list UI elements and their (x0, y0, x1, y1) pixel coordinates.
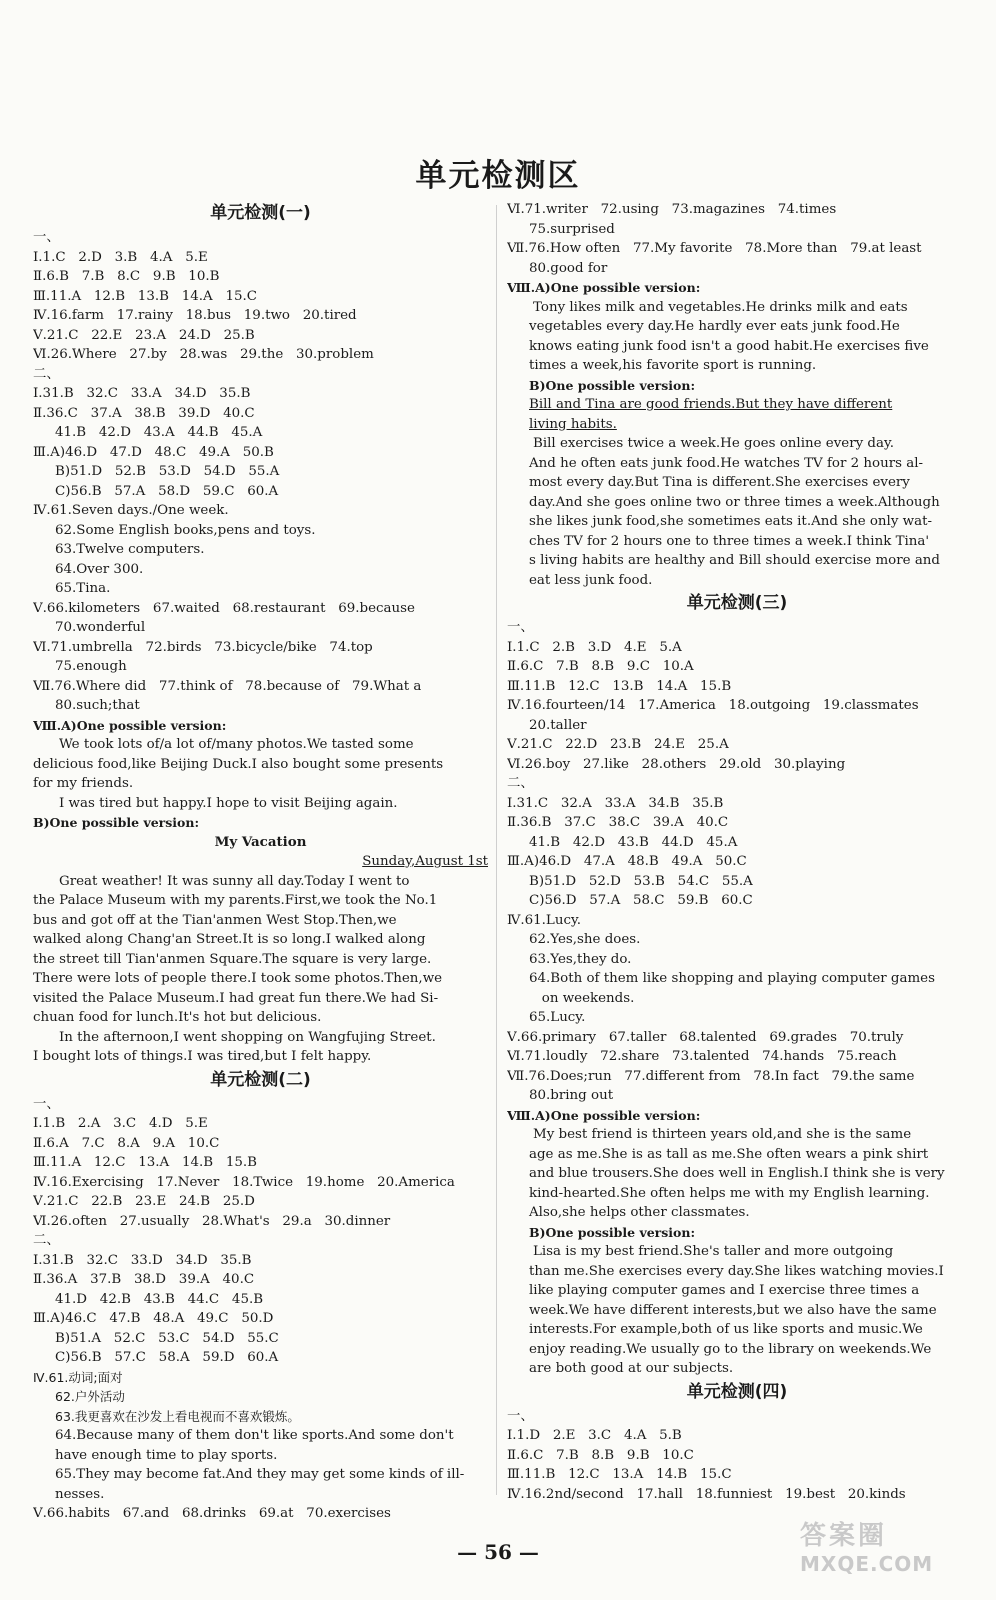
answer-line: 65.Tina. (55, 581, 111, 596)
answer-line: living habits. (529, 416, 617, 432)
answer-line: on weekends. (529, 990, 635, 1006)
answer-line: 80.good for (529, 260, 608, 276)
answer-line: Ⅲ.A)46.D 47.A 48.B 49.A 50.C (507, 854, 747, 869)
answer-line: Ⅱ.6.B 7.B 8.C 9.B 10.B (33, 269, 220, 284)
answer-line: eat less junk food. (529, 572, 653, 588)
answer-line: are both good at our subjects. (529, 1361, 734, 1376)
answer-line: than me.She exercises every day.She likes watching movies.I (529, 1263, 944, 1279)
answer-line: Ⅳ.16.fourteen/14 17.America 18.outgoing 19.classmates (507, 698, 919, 713)
answer-line: and blue trousers.She does well in English.I think she is very (529, 1166, 945, 1181)
answer-line: the street till Tian'anmen Square.The square is very large. (33, 951, 432, 967)
answer-line: chuan food for lunch.It's hot but delicious. (33, 1010, 322, 1025)
answer-line: 一、 (33, 1096, 60, 1112)
answer-line: Ⅴ.21.C 22.E 23.A 24.D 25.B (33, 327, 255, 343)
answer-line: 41.D 42.B 43.B 44.C 45.B (55, 1291, 264, 1307)
answer-line: 75.enough (55, 659, 127, 674)
answer-line: walked along Chang'an Street.It is so long.I walked along (33, 932, 426, 947)
answer-line: Lisa is my best friend.She's taller and more outgoing (533, 1244, 894, 1259)
answer-line: Tony likes milk and vegetables.He drinks milk and eats (533, 299, 908, 315)
answer-line: C)56.D 57.A 58.C 59.B 60.C (529, 893, 753, 908)
page-title: 单元检测区 (415, 158, 581, 194)
answer-line: week.We have different interests,but we also have the same (529, 1302, 937, 1318)
answer-line: Ⅰ.31.B 32.C 33.D 34.D 35.B (33, 1252, 252, 1268)
answer-line: Ⅲ.A)46.C 47.B 48.A 49.C 50.D (33, 1311, 274, 1326)
answer-line: Ⅶ.76.Where did 77.think of 78.because of 79.What a (33, 678, 422, 694)
answer-line: 64.Because many of them don't like sports.And some don't (55, 1428, 454, 1443)
answer-line: Ⅵ.71.loudly 72.share 73.talented 74.hands 75.reach (507, 1049, 897, 1064)
answer-line: Ⅰ.1.B 2.A 3.C 4.D 5.E (33, 1116, 208, 1131)
answer-line: Ⅲ.A)46.D 47.D 48.C 49.A 50.B (33, 444, 274, 460)
answer-line: I was tired but happy.I hope to visit Beijing again. (59, 795, 398, 811)
column-divider (496, 205, 497, 1495)
answer-line: 一、 (33, 230, 60, 245)
answer-line: Also,she helps other classmates. (529, 1205, 750, 1220)
answer-line: Ⅴ.21.C 22.D 23.B 24.E 25.A (507, 737, 729, 752)
answer-line: s living habits are healthy and Bill should exercise more and (529, 553, 941, 568)
answer-line: B)One possible version: (33, 815, 200, 830)
answer-line: Ⅱ.6.A 7.C 8.A 9.A 10.C (33, 1135, 220, 1151)
answer-line: 63.我更喜欢在沙发上看电视而不喜欢锻炼。 (55, 1408, 300, 1424)
answer-line: 一、 (507, 1408, 534, 1424)
answer-line: Ⅲ.11.B 12.C 13.A 14.B 15.C (507, 1467, 732, 1482)
answer-line: 二、 (507, 776, 534, 791)
answer-line: B)One possible version: (529, 1224, 696, 1240)
answer-line: Ⅲ.11.B 12.C 13.B 14.A 15.B (507, 678, 732, 694)
answer-line: My Vacation (214, 833, 307, 850)
answer-line: Ⅰ.31.C 32.A 33.A 34.B 35.B (507, 795, 724, 811)
watermark-logo (800, 1515, 975, 1595)
answer-line: B)51.D 52.B 53.D 54.D 55.A (55, 464, 280, 479)
answer-line: Ⅵ.71.umbrella 72.birds 73.bicycle/bike 74.top (33, 639, 373, 655)
answer-line: 62.Some English books,pens and toys. (55, 522, 316, 538)
answer-line: Ⅱ.6.C 7.B 8.B 9.C 10.A (507, 659, 694, 674)
answer-line: 二、 (33, 1233, 60, 1248)
answer-line: Ⅵ.26.Where 27.by 28.was 29.the 30.problem (33, 347, 374, 362)
answer-line: 一、 (507, 620, 534, 635)
answer-line: Ⅲ.11.A 12.B 13.B 14.A 15.C (33, 288, 257, 304)
answer-line: enjoy reading.We usually go to the library on weekends.We (529, 1341, 932, 1357)
answer-line: I bought lots of things.I was tired,but I felt happy. (33, 1049, 372, 1064)
answer-line: C)56.B 57.A 58.D 59.C 60.A (55, 483, 279, 499)
answer-line: 64.Both of them like shopping and playing computer games (529, 971, 935, 986)
answer-line: 20.taller (529, 717, 587, 733)
answer-line: 62.户外活动 (55, 1389, 125, 1404)
answer-line: 65.They may become fat.And they may get some kinds of ill- (55, 1467, 465, 1482)
page-number: — 56 — (457, 1540, 539, 1564)
answer-line: We took lots of/a lot of/many photos.We tasted some (59, 737, 414, 752)
answer-line: like playing computer games and I exercise three times a (529, 1283, 920, 1298)
answer-line: Ⅷ.A)One possible version: (507, 280, 701, 295)
answer-line: 64.Over 300. (55, 561, 144, 577)
answer-line: My best friend is thirteen years old,and she is the same (533, 1127, 912, 1142)
answer-line: 75.surprised (529, 221, 615, 237)
answer-line: 62.Yes,she does. (529, 932, 641, 947)
watermark-text: 答案圈 (800, 1521, 888, 1551)
answer-column-left (33, 200, 488, 1524)
answer-line: Ⅵ.26.often 27.usually 28.What's 29.a 30.dinner (33, 1213, 391, 1229)
answer-line: Ⅰ.31.B 32.C 33.A 34.D 35.B (33, 386, 251, 401)
answer-line: B)51.D 52.D 53.B 54.C 55.A (529, 873, 753, 889)
answer-line: visited the Palace Museum.I had great fun there.We had Si- (33, 990, 439, 1006)
answer-line: most every day.But Tina is different.She exercises every (529, 475, 910, 490)
answer-line: Ⅷ.A)One possible version: (33, 717, 227, 733)
answer-line: Ⅶ.76.Does;run 77.different from 78.In fact 79.the same (507, 1068, 915, 1084)
answer-line: Ⅳ.61.动词;面对 (33, 1369, 123, 1385)
section-heading: 单元检测(三) (686, 593, 788, 613)
answer-line: 41.B 42.D 43.B 44.D 45.A (529, 834, 738, 850)
answer-line: Ⅴ.66.habits 67.and 68.drinks 69.at 70.exercises (33, 1506, 391, 1521)
answer-line: Ⅳ.61.Seven days./One week. (33, 503, 229, 518)
answer-line: Ⅴ.66.primary 67.taller 68.talented 69.grades 70.truly (507, 1029, 904, 1045)
answer-line: Ⅳ.16.Exercising 17.Never 18.Twice 19.home 20.America (33, 1174, 455, 1190)
answer-line: vegetables every day.He hardly ever eats junk food.He (529, 319, 900, 334)
answer-line: 63.Twelve computers. (55, 542, 205, 557)
answer-line: nesses. (55, 1486, 105, 1502)
answer-line: have enough time to play sports. (55, 1447, 278, 1463)
answer-line: And he often eats junk food.He watches TV for 2 hours al- (529, 455, 924, 471)
answer-line: Ⅵ.26.boy 27.like 28.others 29.old 30.playing (507, 756, 846, 772)
answer-line: Ⅱ.36.B 37.C 38.C 39.A 40.C (507, 815, 729, 830)
section-heading: 单元检测(一) (210, 203, 311, 223)
answer-line: day.And she goes online two or three times a week.Although (529, 494, 940, 510)
answer-line: Bill and Tina are good friends.But they have different (529, 397, 893, 412)
answer-line: 41.B 42.D 43.A 44.B 45.A (55, 425, 263, 440)
answer-line: delicious food,like Beijing Duck.I also bought some presents (33, 756, 444, 772)
answer-line: Ⅰ.1.C 2.D 3.B 4.A 5.E (33, 249, 208, 265)
answer-line: Ⅲ.11.A 12.C 13.A 14.B 15.B (33, 1155, 257, 1170)
answer-line: 二、 (33, 366, 60, 382)
answer-line: Sunday,August 1st (362, 854, 488, 869)
answer-line: Ⅵ.71.writer 72.using 73.magazines 74.times (507, 202, 837, 217)
answer-line: bus and got off at the Tian'anmen West Stop.Then,we (33, 912, 397, 928)
answer-line: Ⅱ.36.C 37.A 38.B 39.D 40.C (33, 405, 255, 421)
answer-line: 80.bring out (529, 1088, 614, 1103)
answer-line: There were lots of people there.I took some photos.Then,we (33, 971, 443, 986)
answer-line: C)56.B 57.C 58.A 59.D 60.A (55, 1350, 279, 1365)
answer-line: for my friends. (33, 776, 134, 791)
answer-line: Ⅶ.76.How often 77.My favorite 78.More than 79.at least (507, 241, 922, 256)
answer-line: ches TV for 2 hours one to three times a week.I think Tina' (529, 533, 930, 549)
answer-line: Ⅱ.6.C 7.B 8.B 9.B 10.C (507, 1447, 694, 1463)
answer-line: Ⅴ.66.kilometers 67.waited 68.restaurant 69.because (33, 600, 415, 616)
answer-line: knows eating junk food isn't a good habit.He exercises five (529, 338, 929, 354)
answer-line: B)One possible version: (529, 377, 696, 393)
section-heading: 单元检测(四) (686, 1381, 788, 1402)
answer-line: Ⅷ.A)One possible version: (507, 1107, 701, 1123)
answer-line: interests.For example,both of us like sports and music.We (529, 1322, 923, 1337)
watermark-url: MXQE.COM (800, 1552, 934, 1576)
section-heading: 单元检测(二) (210, 1069, 311, 1090)
answer-line: Ⅳ.61.Lucy. (507, 912, 581, 928)
answer-line: Ⅱ.36.A 37.B 38.D 39.A 40.C (33, 1272, 255, 1287)
answer-line: B)51.A 52.C 53.C 54.D 55.C (55, 1330, 279, 1346)
answer-line: Ⅳ.16.2nd/second 17.hall 18.funniest 19.best 20.kinds (507, 1486, 906, 1502)
answer-line: 80.such;that (55, 698, 140, 713)
answer-line: Ⅳ.16.farm 17.rainy 18.bus 19.two 20.tired (33, 308, 357, 323)
answer-line: Bill exercises twice a week.He goes online every day. (533, 436, 895, 451)
answer-line: Ⅴ.21.C 22.B 23.E 24.B 25.D (33, 1194, 255, 1209)
answer-line: the Palace Museum with my parents.First,we took the No.1 (33, 893, 438, 908)
answer-line: In the afternoon,I went shopping on Wangfujing Street. (59, 1029, 436, 1045)
answer-line: Great weather! It was sunny all day.Today I went to (59, 873, 410, 889)
answer-line: 63.Yes,they do. (529, 951, 632, 967)
answer-line: times a week,his favorite sport is running. (529, 358, 817, 373)
answer-line: 70.wonderful (55, 620, 146, 635)
answer-line: she likes junk food,she sometimes eats it.And she only wat- (529, 514, 933, 529)
answer-line: Ⅰ.1.C 2.B 3.D 4.E 5.A (507, 639, 682, 655)
answer-line: kind-hearted.She often helps me with my English learning. (529, 1185, 930, 1201)
answer-column-right (507, 200, 967, 1504)
answer-line: 65.Lucy. (529, 1010, 586, 1025)
answer-line: Ⅰ.1.D 2.E 3.C 4.A 5.B (507, 1428, 682, 1443)
answer-line: age as me.She is as tall as me.She often wears a pink shirt (529, 1146, 929, 1162)
